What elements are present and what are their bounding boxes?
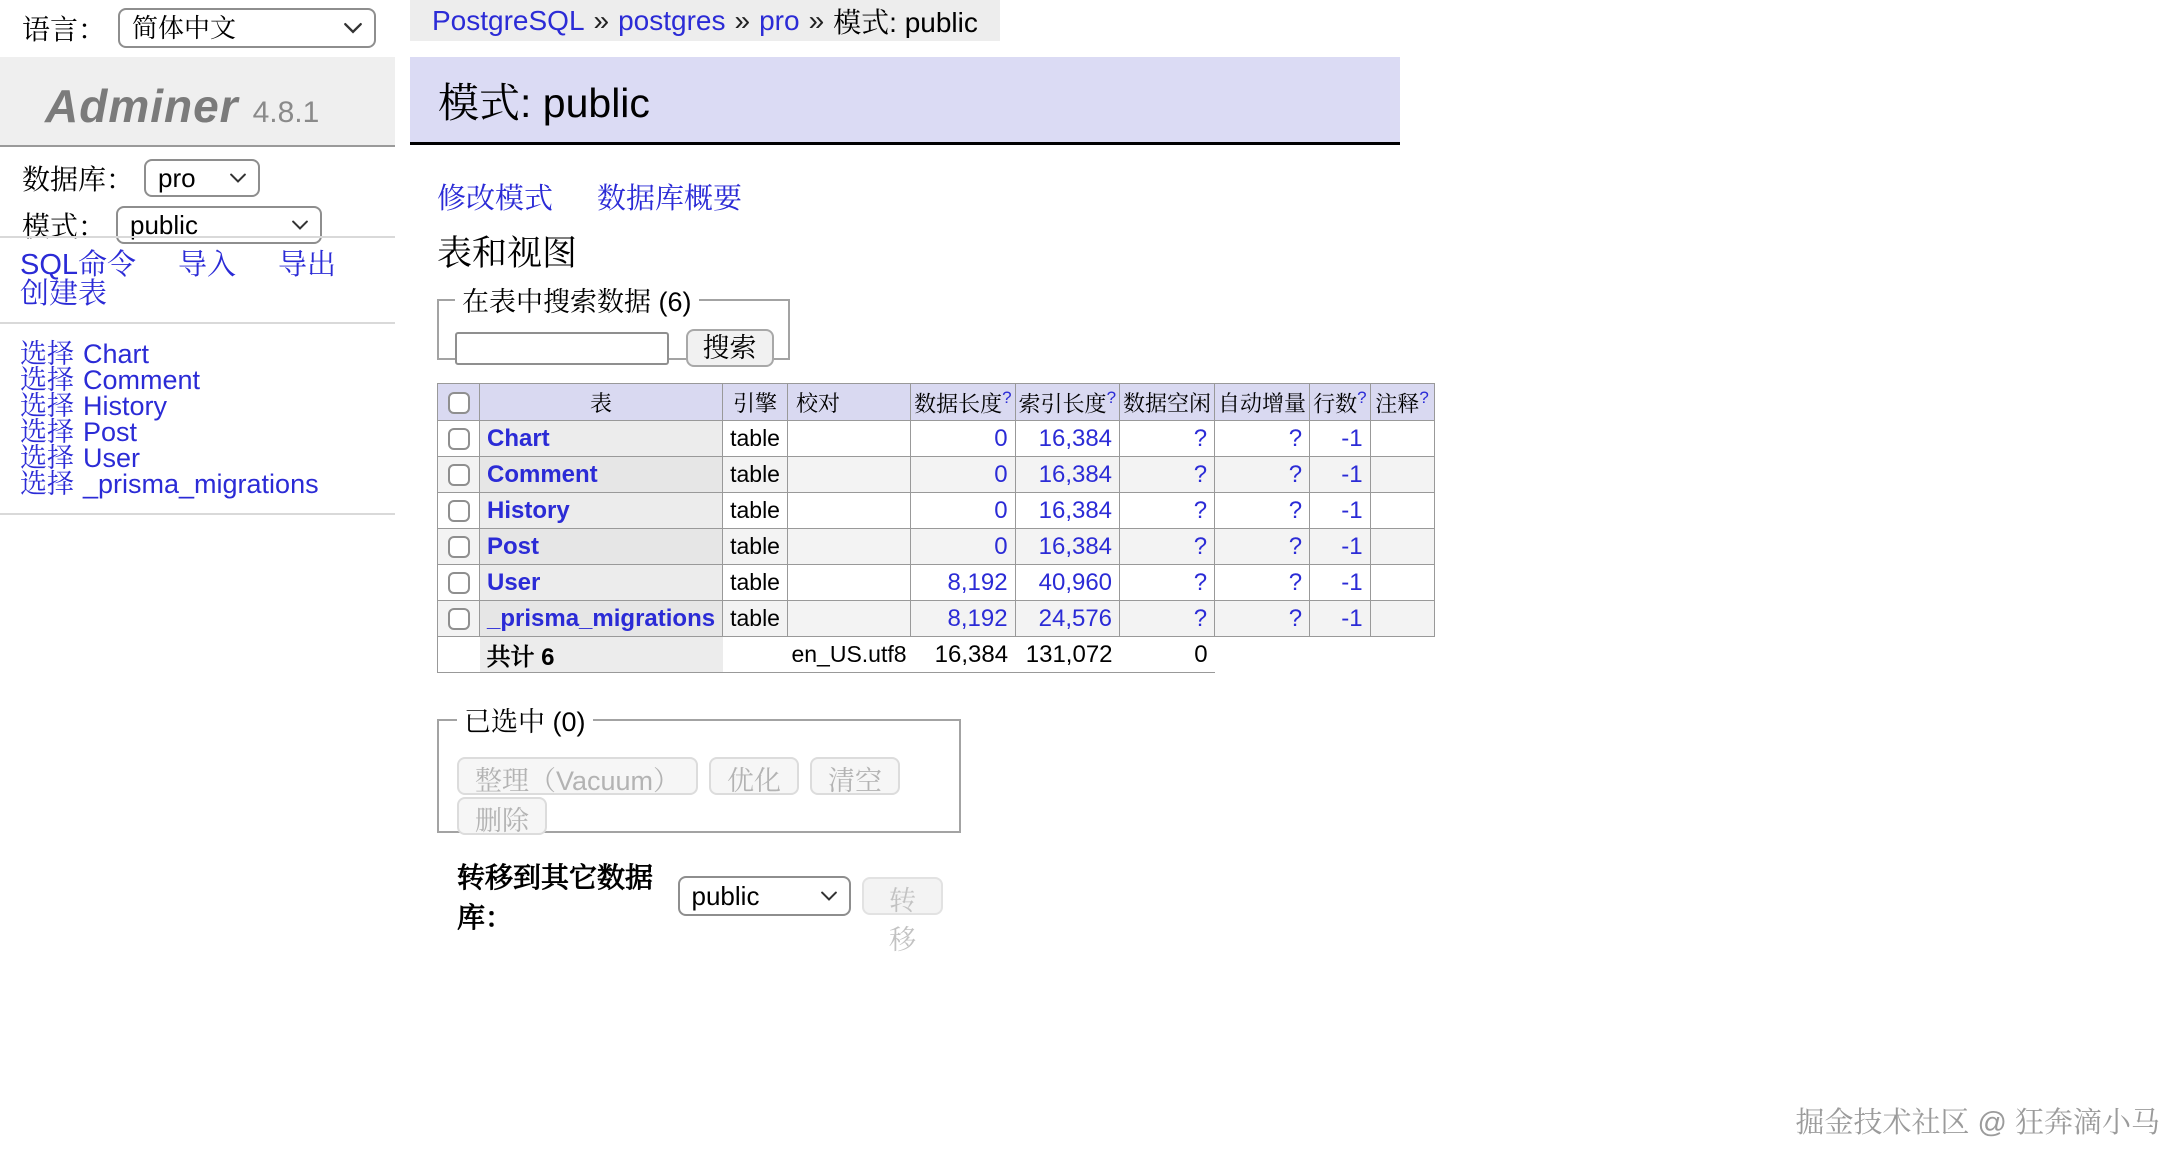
- column-header-label: 引擎: [733, 390, 778, 416]
- column-header-label: 注释: [1375, 391, 1420, 417]
- cell-auto-increment: [1215, 493, 1310, 529]
- cell-auto-increment-link[interactable]: ?: [1288, 604, 1303, 632]
- row-check-cell: [438, 565, 480, 601]
- footer-collation: en_US.utf8: [787, 637, 910, 673]
- sidebar-select-link[interactable]: 选择: [20, 443, 74, 473]
- cell-data-length: [911, 601, 1015, 637]
- cell-rows: [1310, 601, 1370, 637]
- cell-rows-link[interactable]: -1: [1341, 460, 1363, 488]
- column-header: [1015, 384, 1119, 421]
- help-link[interactable]: ?: [1357, 387, 1367, 407]
- move-database-select[interactable]: [680, 878, 850, 914]
- move-row: [457, 856, 943, 955]
- row-checkbox[interactable]: [448, 572, 470, 594]
- cell-engine: table: [723, 457, 788, 493]
- select-all-cell: [438, 384, 480, 421]
- table-name-cell: [480, 421, 723, 457]
- column-header-label: 索引长度: [1018, 391, 1107, 417]
- footer-check-cell: [438, 637, 480, 673]
- cell-index-length-link[interactable]: 40,960: [1038, 568, 1113, 596]
- database-select-wrap: [144, 159, 260, 197]
- cell-data-free-link[interactable]: ?: [1193, 424, 1208, 452]
- cell-data-length: [911, 493, 1015, 529]
- schema-row: [22, 205, 322, 245]
- cell-collation: [787, 493, 910, 529]
- database-label: 数据库：: [22, 164, 135, 195]
- breadcrumb-link[interactable]: postgres: [618, 4, 726, 36]
- table-body: [438, 421, 1435, 637]
- language-select[interactable]: [120, 10, 374, 46]
- cell-rows: [1310, 493, 1370, 529]
- database-row: [22, 158, 322, 198]
- breadcrumb-link[interactable]: pro: [759, 4, 800, 36]
- tables-table: [437, 383, 1435, 673]
- cell-rows: [1310, 565, 1370, 601]
- help-link[interactable]: ?: [1419, 387, 1429, 407]
- bulk-action-button[interactable]: 优化: [709, 757, 799, 795]
- schema-select-wrap: [116, 206, 322, 244]
- table-row: [438, 493, 1435, 529]
- column-header: [1215, 384, 1310, 421]
- cell-index-length-link[interactable]: 16,384: [1038, 496, 1113, 524]
- cell-data-free: [1120, 421, 1215, 457]
- sidebar-action-row: [20, 280, 378, 309]
- cell-data-length-link[interactable]: 8,192: [947, 604, 1008, 632]
- bulk-action-button[interactable]: 清空: [810, 757, 900, 795]
- cell-comment: [1370, 421, 1434, 457]
- cell-data-length-link[interactable]: 0: [994, 460, 1008, 488]
- row-checkbox[interactable]: [448, 536, 470, 558]
- breadcrumb-current: 模式: public: [833, 6, 978, 38]
- cell-auto-increment-link[interactable]: ?: [1288, 568, 1303, 596]
- cell-comment: [1370, 565, 1434, 601]
- cell-index-length: [1015, 457, 1119, 493]
- cell-comment: [1370, 457, 1434, 493]
- row-checkbox[interactable]: [448, 464, 470, 486]
- cell-data-free: [1120, 529, 1215, 565]
- column-header: [1370, 384, 1434, 421]
- row-check-cell: [438, 457, 480, 493]
- table-name-link[interactable]: Comment: [487, 460, 598, 488]
- footer-data-free: 0: [1120, 637, 1215, 673]
- section-title: 表和视图: [437, 234, 578, 273]
- cell-data-length-link[interactable]: 8,192: [947, 568, 1008, 596]
- sidebar-table-link[interactable]: Comment: [83, 365, 201, 395]
- move-label: 转移到其它数据库：: [457, 862, 654, 933]
- schema-action-link[interactable]: 数据库概要: [597, 183, 743, 215]
- cell-rows-link[interactable]: -1: [1341, 496, 1363, 524]
- cell-data-free: [1120, 457, 1215, 493]
- cell-auto-increment-link[interactable]: ?: [1288, 532, 1303, 560]
- cell-index-length-link[interactable]: 16,384: [1038, 424, 1113, 452]
- select-all-checkbox[interactable]: [448, 392, 470, 414]
- bulk-action-button[interactable]: 删除: [457, 797, 547, 835]
- cell-auto-increment: [1215, 457, 1310, 493]
- move-select-wrap: [678, 876, 852, 916]
- footer-data-length: 16,384: [911, 637, 1015, 673]
- column-header: [1310, 384, 1370, 421]
- schema-action-link[interactable]: 修改模式: [437, 183, 554, 215]
- cell-comment: [1370, 529, 1434, 565]
- selected-fieldset: [437, 700, 961, 955]
- cell-rows-link[interactable]: -1: [1341, 604, 1363, 632]
- adminer-logo[interactable]: Adminer: [45, 80, 239, 132]
- cell-engine: table: [723, 529, 788, 565]
- sidebar-action-link[interactable]: 导出: [278, 249, 337, 281]
- cell-rows: [1310, 457, 1370, 493]
- sidebar-action-link[interactable]: 导入: [178, 249, 237, 281]
- sidebar-table-link[interactable]: Post: [83, 417, 138, 447]
- cell-rows-link[interactable]: -1: [1341, 532, 1363, 560]
- sidebar-action-row: [20, 251, 378, 280]
- language-label: 语言：: [22, 14, 107, 45]
- column-header-label: 自动增量: [1218, 390, 1307, 416]
- sidebar-table-link[interactable]: User: [83, 443, 141, 473]
- table-name-link[interactable]: _prisma_migrations: [487, 604, 716, 632]
- sidebar-table-item: [20, 471, 319, 497]
- cell-auto-increment: [1215, 601, 1310, 637]
- cell-index-length-link[interactable]: 16,384: [1038, 532, 1113, 560]
- column-header: [1120, 384, 1215, 421]
- sidebar-action-link[interactable]: SQL命令: [20, 249, 137, 281]
- cell-collation: [787, 529, 910, 565]
- breadcrumb-separator: »: [593, 4, 610, 36]
- schema-links: [437, 176, 786, 217]
- column-header-label: 校对: [795, 390, 840, 416]
- search-fieldset: [437, 280, 790, 363]
- sidebar-table-item: [20, 341, 319, 367]
- cell-index-length: [1015, 565, 1119, 601]
- table-footer-row: [438, 637, 1435, 673]
- cell-auto-increment: [1215, 529, 1310, 565]
- table-name-cell: [480, 565, 723, 601]
- move-button[interactable]: 转移: [862, 877, 943, 915]
- column-header: [787, 384, 910, 421]
- row-checkbox[interactable]: [448, 608, 470, 630]
- cell-data-free-link[interactable]: ?: [1193, 496, 1208, 524]
- cell-auto-increment: [1215, 565, 1310, 601]
- search-button[interactable]: 搜索: [686, 329, 774, 367]
- cell-index-length: [1015, 529, 1119, 565]
- cell-index-length: [1015, 421, 1119, 457]
- bulk-action-button[interactable]: 整理（Vacuum）: [457, 757, 698, 795]
- sidebar-table-item: [20, 419, 319, 445]
- selected-legend: 已选中 (0): [464, 707, 586, 737]
- cell-comment: [1370, 601, 1434, 637]
- sidebar-divider: [0, 513, 395, 515]
- sidebar-divider: [0, 322, 395, 324]
- language-row: [22, 8, 376, 48]
- cell-engine: table: [723, 493, 788, 529]
- bulk-action-buttons: [457, 757, 943, 837]
- table-name-link[interactable]: Chart: [487, 424, 550, 452]
- cell-collation: [787, 457, 910, 493]
- column-header: [480, 384, 723, 421]
- table-row: [438, 565, 1435, 601]
- sidebar-tables-list: [20, 341, 319, 497]
- row-check-cell: [438, 493, 480, 529]
- logo-band: [0, 57, 395, 147]
- sidebar-table-item: [20, 445, 319, 471]
- sidebar-select-link[interactable]: 选择: [20, 339, 74, 369]
- database-select[interactable]: [146, 161, 258, 195]
- cell-rows: [1310, 529, 1370, 565]
- cell-data-length: [911, 457, 1015, 493]
- column-header-label: 数据空闲: [1123, 390, 1212, 416]
- help-link[interactable]: ?: [1002, 387, 1012, 407]
- column-header: [723, 384, 788, 421]
- table-row: [438, 529, 1435, 565]
- footer-total: 共计 6: [480, 637, 723, 673]
- cell-data-free-link[interactable]: ?: [1193, 460, 1208, 488]
- breadcrumb-separator: »: [808, 4, 825, 36]
- sidebar-table-item: [20, 393, 319, 419]
- sidebar-action-link[interactable]: 创建表: [20, 278, 108, 310]
- sidebar-actions: [20, 251, 378, 309]
- cell-data-length-link[interactable]: 0: [994, 496, 1008, 524]
- row-check-cell: [438, 601, 480, 637]
- sidebar-select-link[interactable]: 选择: [20, 469, 74, 499]
- cell-data-length-link[interactable]: 0: [994, 532, 1008, 560]
- sidebar-table-link[interactable]: _prisma_migrations: [83, 469, 319, 499]
- help-link[interactable]: ?: [1106, 387, 1117, 407]
- search-legend: 在表中搜索数据 (6): [462, 287, 692, 317]
- sidebar-select-link[interactable]: 选择: [20, 391, 74, 421]
- column-header-label: 行数: [1313, 391, 1358, 417]
- breadcrumb-separator: »: [734, 4, 751, 36]
- footer-index-length: 131,072: [1015, 637, 1119, 673]
- cell-data-free: [1120, 565, 1215, 601]
- language-select-wrap: [118, 8, 376, 48]
- table-row: [438, 601, 1435, 637]
- footer-engine: [723, 637, 788, 673]
- table-name-cell: [480, 601, 723, 637]
- sidebar: [0, 0, 395, 1172]
- sidebar-divider: [0, 236, 395, 238]
- row-check-cell: [438, 529, 480, 565]
- cell-data-free-link[interactable]: ?: [1193, 532, 1208, 560]
- cell-data-free-link[interactable]: ?: [1193, 604, 1208, 632]
- table-name-cell: [480, 529, 723, 565]
- table-row: [438, 457, 1435, 493]
- cell-auto-increment-link[interactable]: ?: [1288, 460, 1303, 488]
- table-row: [438, 421, 1435, 457]
- breadcrumb: [410, 0, 1000, 41]
- page-title: 模式: public: [410, 57, 1400, 145]
- watermark: 掘金技术社区 @ 狂奔滴小马: [1795, 1107, 2160, 1139]
- table-name-link[interactable]: Post: [487, 532, 540, 560]
- cell-rows-link[interactable]: -1: [1341, 568, 1363, 596]
- sidebar-select-link[interactable]: 选择: [20, 365, 74, 395]
- table-name-cell: [480, 457, 723, 493]
- cell-comment: [1370, 493, 1434, 529]
- cell-data-length: [911, 565, 1015, 601]
- breadcrumb-link[interactable]: PostgreSQL: [432, 4, 585, 36]
- sidebar-select-link[interactable]: 选择: [20, 417, 74, 447]
- sidebar-table-link[interactable]: Chart: [83, 339, 150, 369]
- cell-collation: [787, 565, 910, 601]
- cell-engine: table: [723, 421, 788, 457]
- cell-data-length: [911, 529, 1015, 565]
- cell-auto-increment: [1215, 421, 1310, 457]
- cell-data-length-link[interactable]: 0: [994, 424, 1008, 452]
- table-name-cell: [480, 493, 723, 529]
- column-header-label: 数据长度: [914, 391, 1003, 417]
- cell-engine: table: [723, 565, 788, 601]
- cell-index-length: [1015, 601, 1119, 637]
- table-name-link[interactable]: User: [487, 568, 541, 596]
- cell-index-length-link[interactable]: 24,576: [1038, 604, 1113, 632]
- column-header: [911, 384, 1015, 421]
- cell-collation: [787, 421, 910, 457]
- adminer-version: 4.8.1: [252, 96, 320, 129]
- cell-auto-increment-link[interactable]: ?: [1288, 496, 1303, 524]
- column-header-label: 表: [590, 390, 613, 416]
- cell-index-length: [1015, 493, 1119, 529]
- cell-data-free: [1120, 493, 1215, 529]
- cell-data-length: [911, 421, 1015, 457]
- row-checkbox[interactable]: [448, 500, 470, 522]
- table-header-row: [438, 384, 1435, 421]
- sidebar-table-item: [20, 367, 319, 393]
- row-check-cell: [438, 421, 480, 457]
- cell-engine: table: [723, 601, 788, 637]
- cell-data-free-link[interactable]: ?: [1193, 568, 1208, 596]
- cell-rows-link[interactable]: -1: [1341, 424, 1363, 452]
- cell-auto-increment-link[interactable]: ?: [1288, 424, 1303, 452]
- row-checkbox[interactable]: [448, 428, 470, 450]
- table-name-link[interactable]: History: [487, 496, 570, 524]
- sidebar-table-link[interactable]: History: [83, 391, 168, 421]
- cell-index-length-link[interactable]: 16,384: [1038, 460, 1113, 488]
- search-input[interactable]: [455, 332, 669, 365]
- cell-rows: [1310, 421, 1370, 457]
- cell-collation: [787, 601, 910, 637]
- cell-data-free: [1120, 601, 1215, 637]
- schema-label: 模式：: [22, 211, 107, 242]
